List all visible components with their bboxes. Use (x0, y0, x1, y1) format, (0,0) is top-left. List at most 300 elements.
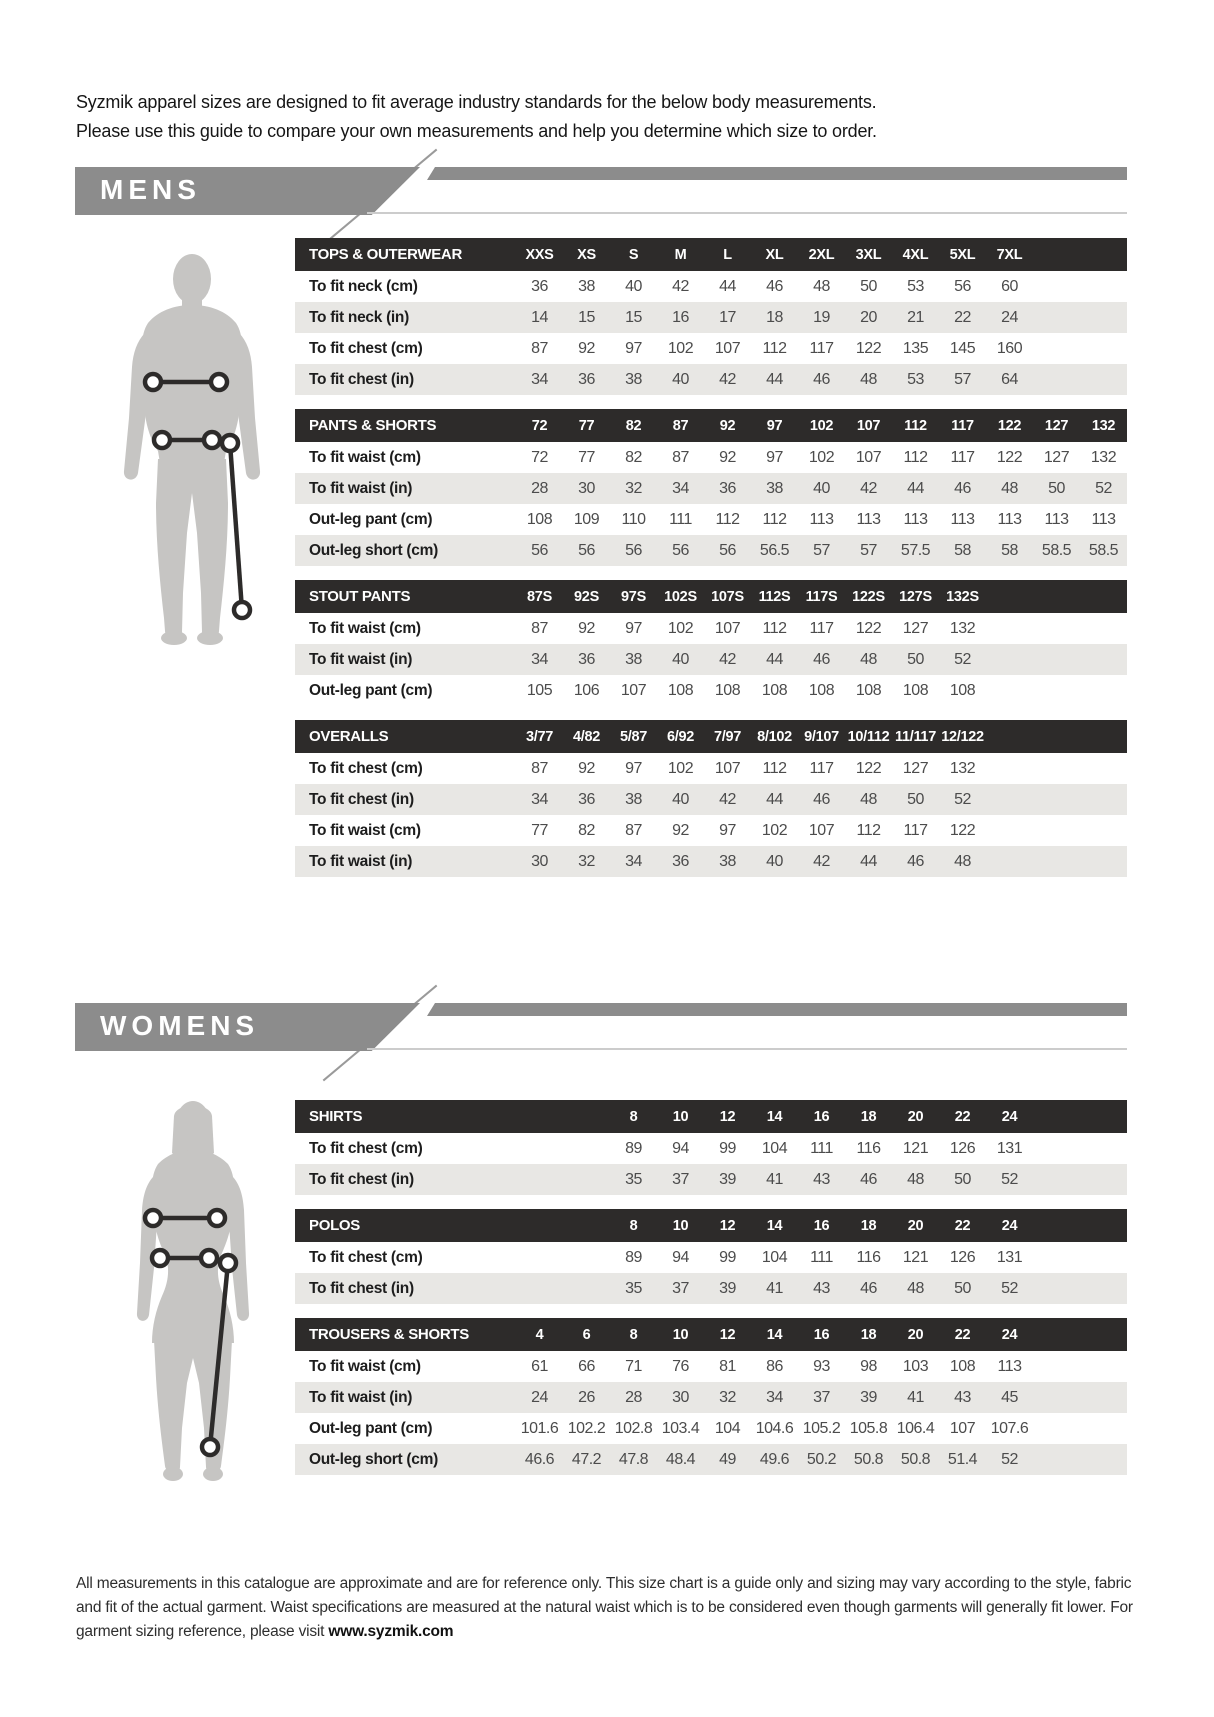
value-cell: 126 (949, 1248, 976, 1266)
row-label: To fit waist (cm) (309, 619, 421, 637)
value-cell: 72 (531, 448, 548, 466)
value-cell: 113 (809, 510, 834, 528)
value-cell: 121 (902, 1248, 929, 1266)
size-header-cell: 117 (951, 417, 974, 434)
value-cell: 112 (762, 619, 787, 637)
size-header-cell: 10 (672, 1217, 689, 1234)
value-cell: 56 (954, 277, 971, 295)
size-header-cell: 16 (813, 1326, 830, 1343)
value-cell: 48 (1001, 479, 1018, 497)
table-row (295, 644, 1127, 675)
table-header-row (295, 238, 1127, 271)
size-header-cell: 3/77 (525, 728, 554, 745)
row-label: To fit waist (cm) (309, 1357, 421, 1375)
value-cell: 135 (902, 339, 929, 357)
value-cell: 145 (949, 339, 976, 357)
value-cell: 107 (714, 339, 741, 357)
value-cell: 102 (808, 448, 835, 466)
table-row (295, 1133, 1127, 1164)
value-cell: 127 (902, 619, 929, 637)
table-header-label: SHIRTS (309, 1108, 363, 1125)
table-row (295, 784, 1127, 815)
size-header-cell: 4 (535, 1326, 544, 1343)
value-cell: 132 (1090, 448, 1117, 466)
table-header-label: STOUT PANTS (309, 588, 411, 605)
value-cell: 30 (578, 479, 595, 497)
mens-section-banner (75, 167, 1127, 215)
size-header-cell: L (723, 246, 732, 263)
size-header-cell: 107 (856, 417, 881, 434)
value-cell: 36 (578, 790, 595, 808)
table-row (295, 302, 1127, 333)
size-header-cell: XL (765, 246, 784, 263)
value-cell: 56.5 (759, 541, 790, 559)
value-cell: 24 (1001, 308, 1018, 326)
value-cell: 38 (625, 370, 642, 388)
value-cell: 107 (808, 821, 835, 839)
size-header-cell: 14 (766, 1217, 783, 1234)
value-cell: 39 (719, 1170, 736, 1188)
value-cell: 93 (813, 1357, 830, 1375)
value-cell: 110 (621, 510, 646, 528)
value-cell: 104 (761, 1139, 788, 1157)
value-cell: 34 (766, 1388, 783, 1406)
value-cell: 36 (719, 479, 736, 497)
value-cell: 46 (860, 1170, 877, 1188)
value-cell: 39 (860, 1388, 877, 1406)
size-header-cell: 7XL (996, 246, 1023, 263)
size-header-cell: 117S (805, 588, 838, 605)
value-cell: 20 (860, 308, 877, 326)
value-cell: 102 (667, 339, 694, 357)
size-header-cell: 87S (527, 588, 552, 605)
row-label: Out-leg short (cm) (309, 541, 438, 559)
value-cell: 60 (1001, 277, 1018, 295)
value-cell: 108 (526, 510, 553, 528)
value-cell: 87 (531, 759, 548, 777)
value-cell: 43 (813, 1279, 830, 1297)
value-cell: 121 (902, 1139, 929, 1157)
table-row (295, 753, 1127, 784)
value-cell: 108 (714, 681, 741, 699)
value-cell: 57 (860, 541, 877, 559)
value-cell: 37 (672, 1170, 689, 1188)
size-header-cell: S (628, 246, 639, 263)
table-row (295, 846, 1127, 877)
value-cell: 77 (578, 448, 595, 466)
value-cell: 56 (625, 541, 642, 559)
table-row (295, 1164, 1127, 1195)
table-header-row (295, 720, 1127, 753)
value-cell: 131 (996, 1139, 1023, 1157)
value-cell: 113 (997, 510, 1022, 528)
value-cell: 160 (996, 339, 1023, 357)
value-cell: 102 (667, 759, 694, 777)
size-header-cell: 24 (1001, 1217, 1018, 1234)
size-header-cell: 77 (578, 417, 595, 434)
row-label: To fit chest (in) (309, 1170, 414, 1188)
table-row (295, 333, 1127, 364)
size-header-cell: 97 (766, 417, 783, 434)
value-cell: 108 (667, 681, 694, 699)
size-header-cell: XXS (525, 246, 554, 263)
value-cell: 15 (625, 308, 642, 326)
value-cell: 40 (813, 479, 830, 497)
value-cell: 58 (954, 541, 971, 559)
footer-text: All measurements in this catalogue are approximate and are for reference only. This size chart is a guide only and sizing may vary according to the style, fabric and fit of the actual garment. Waist specifications are measured at the natural waist which is to be considered even though garments will generally fit lower. For garment sizing reference, please visit (76, 1574, 1133, 1640)
table-overalls (295, 720, 1127, 877)
size-header-cell: 18 (860, 1217, 877, 1234)
size-header-cell: 22 (954, 1217, 971, 1234)
value-cell: 86 (766, 1357, 783, 1375)
value-cell: 112 (762, 759, 787, 777)
table-row (295, 1351, 1127, 1382)
value-cell: 117 (950, 448, 975, 466)
value-cell: 34 (625, 852, 642, 870)
value-cell: 111 (810, 1248, 833, 1266)
value-cell: 117 (809, 619, 834, 637)
value-cell: 38 (719, 852, 736, 870)
row-label: Out-leg short (cm) (309, 1450, 438, 1468)
value-cell: 113 (903, 510, 928, 528)
size-header-cell: 8/102 (757, 728, 792, 745)
size-header-cell: M (674, 246, 687, 263)
value-cell: 41 (766, 1170, 783, 1188)
value-cell: 39 (719, 1279, 736, 1297)
value-cell: 21 (907, 308, 924, 326)
size-header-cell: 20 (907, 1217, 924, 1234)
table-header-label: PANTS & SHORTS (309, 417, 437, 434)
size-header-cell: 127 (1044, 417, 1069, 434)
table-row (295, 1382, 1127, 1413)
value-cell: 57 (954, 370, 971, 388)
size-header-cell: 72 (531, 417, 548, 434)
value-cell: 44 (766, 790, 783, 808)
size-header-cell: 11/117 (895, 728, 936, 745)
value-cell: 37 (672, 1279, 689, 1297)
value-cell: 107 (620, 681, 647, 699)
value-cell: 50.2 (806, 1450, 837, 1468)
value-cell: 82 (578, 821, 595, 839)
value-cell: 47.8 (618, 1450, 649, 1468)
value-cell: 103 (902, 1357, 929, 1375)
value-cell: 56 (578, 541, 595, 559)
value-cell: 112 (856, 821, 881, 839)
value-cell: 131 (996, 1248, 1023, 1266)
value-cell: 122 (855, 759, 882, 777)
value-cell: 17 (719, 308, 736, 326)
value-cell: 50 (1048, 479, 1065, 497)
size-header-cell: 97S (621, 588, 646, 605)
value-cell: 99 (719, 1248, 736, 1266)
table-header-label: POLOS (309, 1217, 361, 1234)
size-header-cell: 92S (574, 588, 599, 605)
table-row (295, 1444, 1127, 1475)
value-cell: 38 (766, 479, 783, 497)
value-cell: 36 (578, 370, 595, 388)
value-cell: 50 (907, 790, 924, 808)
row-label: To fit waist (cm) (309, 821, 421, 839)
size-header-cell: 3XL (855, 246, 882, 263)
size-header-cell: 22 (954, 1326, 971, 1343)
value-cell: 18 (766, 308, 783, 326)
value-cell: 108 (761, 681, 788, 699)
size-header-cell: 9/107 (804, 728, 839, 745)
value-cell: 108 (855, 681, 882, 699)
value-cell: 113 (950, 510, 975, 528)
row-label: To fit chest (in) (309, 790, 414, 808)
value-cell: 34 (531, 790, 548, 808)
size-header-cell: 107S (711, 588, 744, 605)
value-cell: 117 (809, 339, 834, 357)
value-cell: 106.4 (896, 1419, 935, 1437)
value-cell: 49.6 (759, 1450, 790, 1468)
row-label: To fit waist (in) (309, 479, 413, 497)
value-cell: 108 (808, 681, 835, 699)
value-cell: 107.6 (990, 1419, 1029, 1437)
value-cell: 94 (672, 1139, 689, 1157)
table-trousers-shorts (295, 1318, 1127, 1475)
row-label: To fit chest (in) (309, 370, 414, 388)
value-cell: 46 (860, 1279, 877, 1297)
value-cell: 40 (672, 650, 689, 668)
value-cell: 81 (719, 1357, 736, 1375)
value-cell: 42 (672, 277, 689, 295)
size-header-cell: 18 (860, 1326, 877, 1343)
value-cell: 56 (531, 541, 548, 559)
value-cell: 127 (902, 759, 929, 777)
value-cell: 36 (578, 650, 595, 668)
size-header-cell: 14 (766, 1108, 783, 1125)
size-header-cell: 20 (907, 1326, 924, 1343)
value-cell: 53 (907, 277, 924, 295)
value-cell: 107 (949, 1419, 976, 1437)
value-cell: 32 (625, 479, 642, 497)
row-label: To fit waist (in) (309, 1388, 413, 1406)
value-cell: 57.5 (900, 541, 931, 559)
row-label: Out-leg pant (cm) (309, 1419, 433, 1437)
value-cell: 76 (672, 1357, 689, 1375)
value-cell: 46 (813, 790, 830, 808)
value-cell: 126 (949, 1139, 976, 1157)
value-cell: 35 (625, 1170, 642, 1188)
value-cell: 61 (531, 1357, 548, 1375)
size-header-cell: 5XL (949, 246, 976, 263)
size-header-cell: 16 (813, 1108, 830, 1125)
value-cell: 50 (954, 1279, 971, 1297)
value-cell: 52 (1001, 1279, 1018, 1297)
table-row (295, 473, 1127, 504)
size-header-cell: 87 (672, 417, 689, 434)
value-cell: 58 (1001, 541, 1018, 559)
row-label: To fit chest (cm) (309, 759, 423, 777)
value-cell: 112 (715, 510, 740, 528)
female-body-silhouette (118, 1098, 268, 1483)
value-cell: 48 (860, 650, 877, 668)
table-stout-pants (295, 580, 1127, 706)
size-header-cell: 10/112 (847, 728, 890, 745)
table-row (295, 675, 1127, 706)
value-cell: 46 (766, 277, 783, 295)
value-cell: 89 (625, 1139, 642, 1157)
value-cell: 44 (719, 277, 736, 295)
value-cell: 42 (860, 479, 877, 497)
value-cell: 57 (813, 541, 830, 559)
size-header-cell: 10 (672, 1108, 689, 1125)
value-cell: 50.8 (853, 1450, 884, 1468)
size-header-cell: 12 (719, 1108, 736, 1125)
value-cell: 48 (813, 277, 830, 295)
value-cell: 92 (672, 821, 689, 839)
value-cell: 102.8 (614, 1419, 653, 1437)
value-cell: 50.8 (900, 1450, 931, 1468)
value-cell: 71 (625, 1357, 642, 1375)
value-cell: 30 (531, 852, 548, 870)
value-cell: 92 (719, 448, 736, 466)
value-cell: 34 (531, 650, 548, 668)
value-cell: 40 (625, 277, 642, 295)
value-cell: 48 (860, 370, 877, 388)
table-row (295, 442, 1127, 473)
table-tops-outerwear (295, 238, 1127, 395)
value-cell: 122 (949, 821, 976, 839)
size-header-cell: 24 (1001, 1108, 1018, 1125)
table-row (295, 613, 1127, 644)
value-cell: 106 (573, 681, 600, 699)
value-cell: 46 (813, 370, 830, 388)
value-cell: 92 (578, 619, 595, 637)
size-header-cell: 8 (629, 1217, 638, 1234)
size-header-cell: 82 (625, 417, 642, 434)
value-cell: 48.4 (665, 1450, 696, 1468)
table-row (295, 1413, 1127, 1444)
size-header-cell: 127S (899, 588, 932, 605)
value-cell: 97 (766, 448, 783, 466)
value-cell: 109 (573, 510, 600, 528)
value-cell: 122 (996, 448, 1023, 466)
banner-underline (367, 212, 1127, 214)
size-header-cell: 22 (954, 1108, 971, 1125)
value-cell: 38 (625, 650, 642, 668)
banner-bar (427, 1003, 1127, 1016)
banner-bar (427, 167, 1127, 180)
size-header-cell: 8 (629, 1326, 638, 1343)
value-cell: 87 (672, 448, 689, 466)
value-cell: 42 (719, 790, 736, 808)
table-header-label: TROUSERS & SHORTS (309, 1326, 469, 1343)
womens-section-title: WOMENS (100, 1010, 260, 1041)
table-row (295, 364, 1127, 395)
table-header-row (295, 409, 1127, 442)
value-cell: 108 (949, 681, 976, 699)
size-header-cell: 92 (719, 417, 736, 434)
value-cell: 122 (855, 619, 882, 637)
value-cell: 58.5 (1041, 541, 1072, 559)
value-cell: 49 (719, 1450, 736, 1468)
table-polos (295, 1209, 1127, 1304)
value-cell: 52 (1001, 1170, 1018, 1188)
value-cell: 107 (714, 619, 741, 637)
size-header-cell: 12 (719, 1217, 736, 1234)
table-row (295, 271, 1127, 302)
size-header-cell: 24 (1001, 1326, 1018, 1343)
size-header-cell: 7/97 (713, 728, 742, 745)
value-cell: 46 (813, 650, 830, 668)
value-cell: 108 (902, 681, 929, 699)
size-header-cell: 2XL (808, 246, 835, 263)
mens-tables (295, 238, 1127, 891)
row-label: To fit neck (cm) (309, 277, 418, 295)
value-cell: 112 (762, 339, 787, 357)
value-cell: 32 (719, 1388, 736, 1406)
value-cell: 102.2 (567, 1419, 606, 1437)
value-cell: 36 (672, 852, 689, 870)
value-cell: 45 (1001, 1388, 1018, 1406)
value-cell: 102 (667, 619, 694, 637)
value-cell: 107 (714, 759, 741, 777)
table-header-row (295, 580, 1127, 613)
value-cell: 51.4 (947, 1450, 978, 1468)
size-header-cell: 132 (1091, 417, 1116, 434)
size-header-cell: 6 (582, 1326, 591, 1343)
value-cell: 82 (625, 448, 642, 466)
value-cell: 28 (531, 479, 548, 497)
row-label: To fit chest (in) (309, 1279, 414, 1297)
value-cell: 117 (809, 759, 834, 777)
value-cell: 48 (860, 790, 877, 808)
size-header-cell: 112 (904, 417, 927, 434)
row-label: To fit waist (cm) (309, 448, 421, 466)
value-cell: 41 (907, 1388, 924, 1406)
value-cell: 40 (672, 790, 689, 808)
size-header-cell: XS (577, 246, 596, 263)
value-cell: 116 (856, 1139, 881, 1157)
value-cell: 64 (1001, 370, 1018, 388)
row-label: To fit chest (cm) (309, 1139, 423, 1157)
value-cell: 43 (813, 1170, 830, 1188)
value-cell: 105 (526, 681, 553, 699)
value-cell: 56 (719, 541, 736, 559)
size-header-cell: 10 (672, 1326, 689, 1343)
value-cell: 44 (766, 650, 783, 668)
value-cell: 101.6 (520, 1419, 559, 1437)
table-row (295, 815, 1127, 846)
value-cell: 44 (907, 479, 924, 497)
footer-website-link: www.syzmik.com (328, 1622, 454, 1640)
womens-section-banner (75, 1003, 1127, 1051)
size-header-cell: 132S (946, 588, 979, 605)
value-cell: 122 (855, 339, 882, 357)
value-cell: 92 (578, 759, 595, 777)
value-cell: 105.2 (802, 1419, 841, 1437)
table-shirts (295, 1100, 1127, 1195)
table-header-row (295, 1318, 1127, 1351)
value-cell: 52 (1095, 479, 1112, 497)
value-cell: 99 (719, 1139, 736, 1157)
size-header-cell: 122 (997, 417, 1022, 434)
value-cell: 28 (625, 1388, 642, 1406)
value-cell: 107 (855, 448, 882, 466)
value-cell: 104 (714, 1419, 741, 1437)
size-header-cell: 122S (852, 588, 885, 605)
value-cell: 112 (903, 448, 928, 466)
value-cell: 46.6 (524, 1450, 555, 1468)
value-cell: 113 (1091, 510, 1116, 528)
table-header-row (295, 1100, 1127, 1133)
table-header-label: OVERALLS (309, 728, 389, 745)
size-header-cell: 16 (813, 1217, 830, 1234)
value-cell: 48 (907, 1170, 924, 1188)
